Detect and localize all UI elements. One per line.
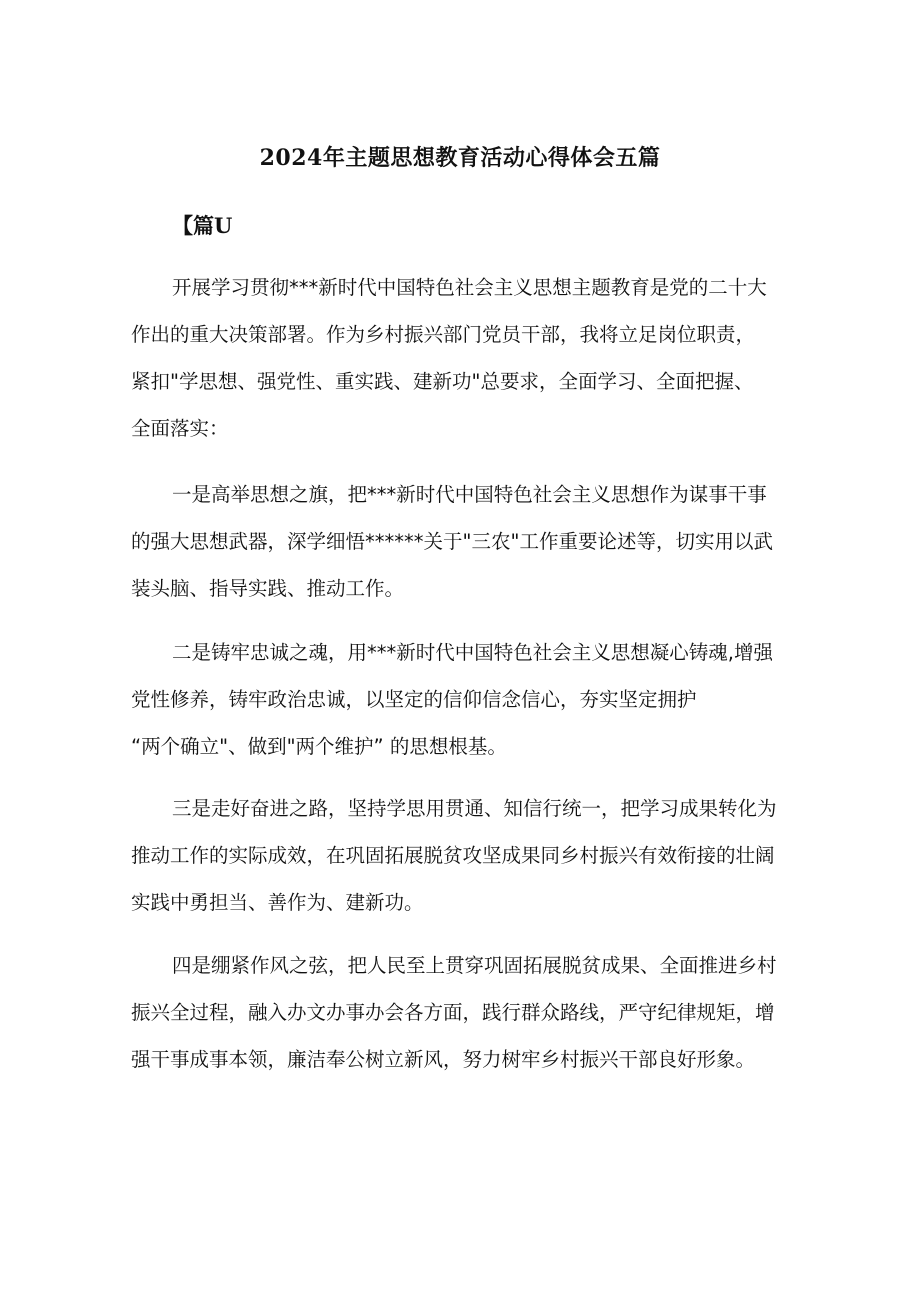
paragraph-line: 一是高举思想之旗，把***新时代中国特色社会主义思想作为谋事干事 — [172, 483, 767, 506]
paragraph-point-one — [131, 471, 803, 612]
paragraph-line: 作出的重大决策部署。作为乡村振兴部门党员干部，我将立足岗位职责， — [131, 323, 756, 346]
paragraph-line: 三是走好奋进之路，坚持学思用贯通、知信行统一，把学习成果转化为 — [172, 797, 777, 820]
paragraph-point-three — [131, 785, 803, 926]
paragraph-line: 全面落实： — [131, 417, 229, 440]
paragraph-line: 二是铸牢忠诚之魂，用***新时代中国特色社会主义思想凝心铸魂,增强 — [172, 641, 773, 664]
paragraph-line: 强干事成事本领，廉洁奉公树立新风，努力树牢乡村振兴干部良好形象。 — [131, 1048, 756, 1071]
paragraph-line: 开展学习贯彻***新时代中国特色社会主义思想主题教育是党的二十大 — [172, 276, 767, 299]
section-heading: 【篇U — [172, 213, 233, 238]
paragraph-line: 四是绷紧作风之弦，把人民至上贯穿巩固拓展脱贫成果、全面推进乡村 — [172, 954, 777, 977]
paragraph-line: 装头脑、指导实践、推动工作。 — [131, 577, 405, 600]
paragraph-intro — [131, 264, 803, 452]
paragraph-line: 党性修养，铸牢政治忠诚，以坚定的信仰信念信心，夯实坚定拥护 — [131, 688, 697, 711]
paragraph-point-four — [131, 942, 803, 1083]
paragraph-line: 的强大思想武器，深学细悟******关于"三农"工作重要论述等，切实用以武 — [131, 530, 773, 553]
paragraph-line: 推动工作的实际成效，在巩固拓展脱贫攻坚成果同乡村振兴有效衔接的壮阔 — [131, 844, 775, 867]
paragraph-line: 振兴全过程，融入办文办事办会各方面，践行群众路线，严守纪律规矩，增 — [131, 1001, 775, 1024]
paragraph-line: 实践中勇担当、善作为、建新功。 — [131, 891, 424, 914]
document-title: 2024年主题思想教育活动心得体会五篇 — [259, 145, 661, 171]
paragraph-line: 紧扣"学思想、强党性、重实践、建新功"总要求，全面学习、全面把握、 — [131, 370, 754, 393]
paragraph-line: “两个确立"、做到"两个维护” 的思想根基。 — [131, 735, 507, 758]
paragraph-point-two — [131, 629, 803, 770]
